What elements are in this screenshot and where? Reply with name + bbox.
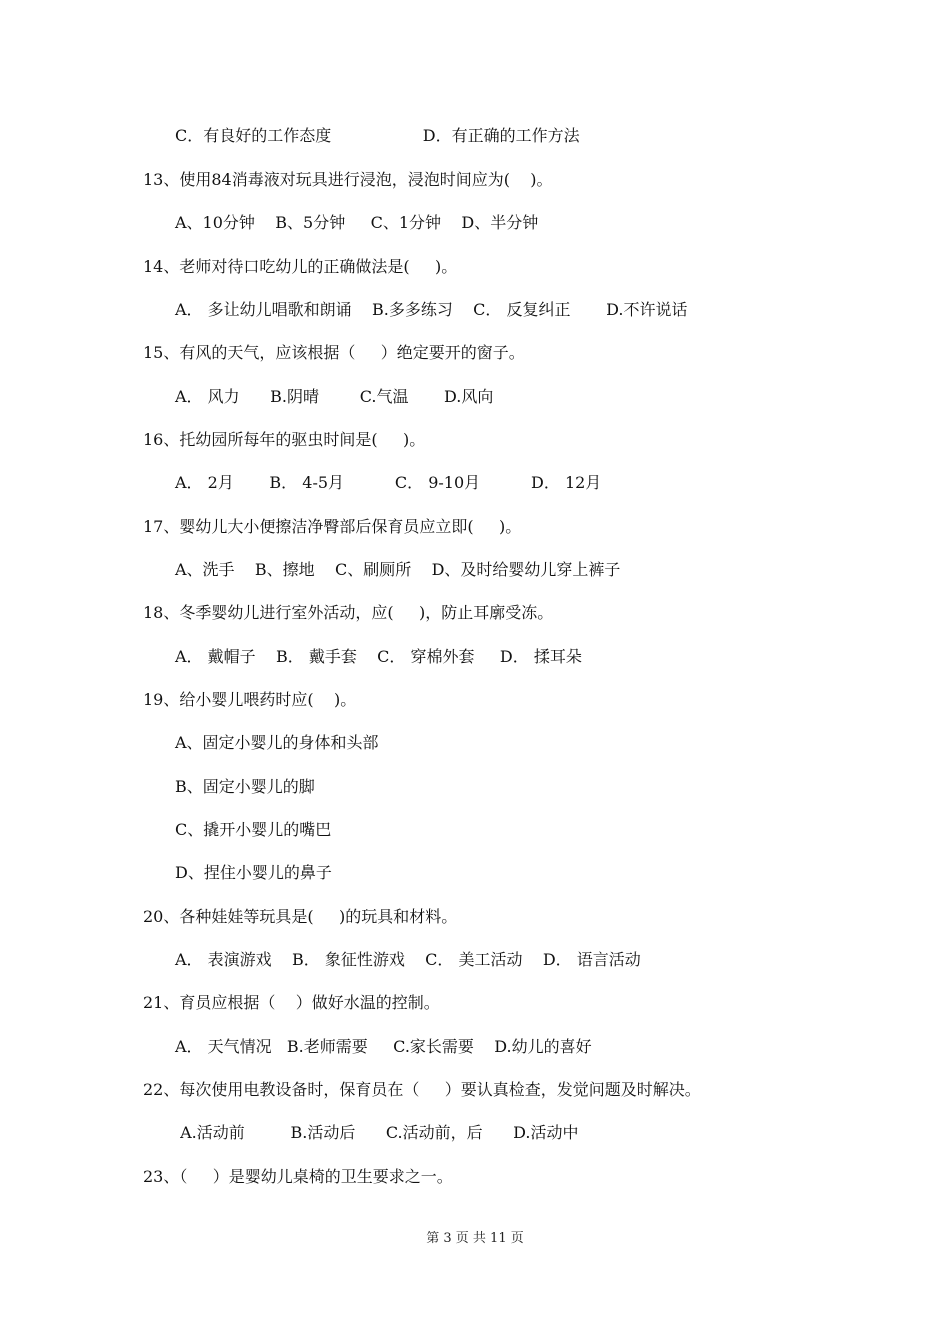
question-17: 17、婴幼儿大小便擦洁净臀部后保育员应立即( )。 xyxy=(143,517,522,536)
option-line: B、固定小婴儿的脚 xyxy=(175,777,315,796)
page-footer: 第 3 页 共 11 页 xyxy=(426,1231,524,1246)
option-line: D、捏住小婴儿的鼻子 xyxy=(175,863,332,882)
question-18: 18、冬季婴幼儿进行室外活动，应( )，防止耳廓受冻。 xyxy=(143,603,554,622)
question-21: 21、育员应根据（ ）做好水温的控制。 xyxy=(143,993,440,1012)
option-line: A、10分钟 B、5分钟 C、1分钟 D、半分钟 xyxy=(175,213,539,232)
question-16: 16、托幼园所每年的驱虫时间是( )。 xyxy=(143,430,426,449)
question-13: 13、使用84消毒液对玩具进行浸泡，浸泡时间应为( )。 xyxy=(143,170,553,189)
option-line: A． 2月 B． 4-5月 C． 9-10月 D． 12月 xyxy=(175,473,602,492)
option-line: C．有良好的工作态度 D．有正确的工作方法 xyxy=(175,126,580,145)
option-line: A、固定小婴儿的身体和头部 xyxy=(175,733,379,752)
option-line: A、洗手 B、擦地 C、刷厕所 D、及时给婴幼儿穿上裤子 xyxy=(175,560,621,579)
option-line: A． 戴帽子 B． 戴手套 C． 穿棉外套 D． 揉耳朵 xyxy=(175,647,582,666)
option-line: A.活动前 B.活动后 C.活动前，后 D.活动中 xyxy=(175,1123,579,1142)
question-15: 15、有风的天气，应该根据（ ）绝定要开的窗子。 xyxy=(143,343,525,362)
question-23: 23、（ ）是婴幼儿桌椅的卫生要求之一。 xyxy=(143,1167,453,1186)
question-20: 20、各种娃娃等玩具是( )的玩具和材料。 xyxy=(143,907,458,926)
question-14: 14、老师对待口吃幼儿的正确做法是( )。 xyxy=(143,257,458,276)
question-19: 19、给小婴儿喂药时应( )。 xyxy=(143,690,357,709)
option-line: A． 风力 B.阴晴 C.气温 D.风向 xyxy=(175,387,494,406)
question-22: 22、每次使用电教设备时，保育员在（ ）要认真检查，发觉问题及时解决。 xyxy=(143,1080,701,1099)
option-line: A． 天气情况 B.老师需要 C.家长需要 D.幼儿的喜好 xyxy=(175,1037,592,1056)
option-line: C、撬开小婴儿的嘴巴 xyxy=(175,820,332,839)
option-line: A． 表演游戏 B． 象征性游戏 C． 美工活动 D． 语言活动 xyxy=(175,950,641,969)
option-line: A． 多让幼儿唱歌和朗诵 B.多多练习 C． 反复纠正 D.不许说话 xyxy=(175,300,688,319)
